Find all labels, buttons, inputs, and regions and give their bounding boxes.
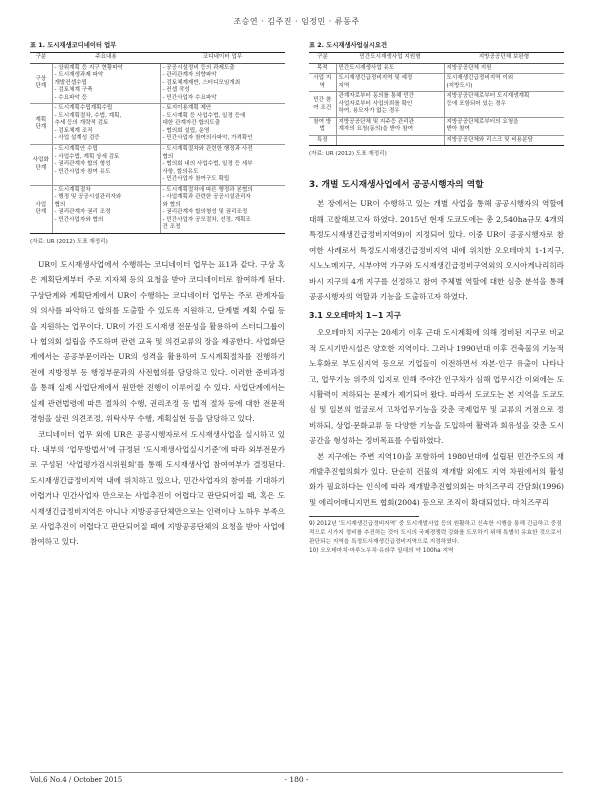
table2-header-kind: 구분 <box>309 53 336 64</box>
cell-line: 대한 관계자간 합의도출 <box>162 120 221 127</box>
footer-divider <box>30 772 563 773</box>
cell-line: 협의 <box>54 201 66 208</box>
table2-kind-cell: 목적 <box>309 63 336 74</box>
table2-caption: 표 2. 도시재생사업실시요건 <box>309 42 388 49</box>
table1-stage-cell: 사업화 단계 <box>30 145 52 186</box>
subsection-heading: 3.1 오오테마치 1−1 지구 <box>309 311 402 321</box>
cell-line: - 도시계획절차 <box>54 186 91 193</box>
table1-source: (자료: UR (2012) 도표 재정리) <box>30 239 108 246</box>
table1-main-cell <box>52 185 160 233</box>
cell-line: 도시재생긴급정비지역 및 예정 <box>338 75 413 82</box>
cell-line: 건 조정 <box>162 224 181 231</box>
table1-header-coord: 코디네이터 업무 <box>160 53 285 64</box>
table1-caption: 표 1. 도시재생코디네이터 업무 <box>30 42 117 49</box>
cell-line: 관계자로부터 동의를 통해 민간 <box>338 93 415 100</box>
footnote: 9) 2012년 ‘도시재생긴급정비지역’ 중 도시개발사업 등의 원활하고 신속한 시행을 통해 긴급하고 중점적으로 시가지 정비를 추진하는 것이 도시의 국제경쟁력 강화를 도모하기 위해 특별히 유효한 것으로서 판단되는 지역을 특정도시재생긴급정비지역으로 지정하였다. <box>309 521 562 546</box>
cell-line: 개발컨셉수립 <box>54 79 87 86</box>
cell-line: - 사업계획과 관련한 공공시설관리자 <box>162 194 251 201</box>
cell-line: 지역 <box>338 82 350 89</box>
page-number: - 180 - <box>284 775 309 784</box>
table-row <box>30 63 285 104</box>
table1-main-cell <box>52 63 160 104</box>
cell-line: - 민간사업자와 협의 <box>54 216 104 223</box>
cell-line: - 사업 설계성 검증 <box>54 135 100 142</box>
cell-line: - 검토체계 조직 <box>54 127 93 134</box>
cell-line: 지방공공단체 및 지주등 관리관 <box>338 118 415 125</box>
cell-line: - 컨셉 작성 <box>162 87 190 94</box>
cell-line: - 민간사업자 참여의사파악, 가격확인 <box>162 135 253 142</box>
cell-line: - 민간사업자 공모절차, 선정, 계획조 <box>162 216 251 223</box>
table1-coord-cell <box>160 63 285 104</box>
table1-coord-cell <box>160 104 285 145</box>
cell-line: 민간도시재생사업 유도 <box>338 64 395 71</box>
table2-kind-cell: 특징 <box>309 135 336 146</box>
cell-line: - 관리관계자 의향파악 <box>162 72 217 79</box>
cell-line: - 민간사업자 참여 유도 <box>54 168 111 175</box>
table1-coord-cell <box>160 145 285 186</box>
cell-line: - 토지이용계획 제안 <box>162 105 212 112</box>
table-row <box>30 185 285 233</box>
table2-private-cell <box>336 117 444 135</box>
table2-header-public: 지방공공단체 보완형 <box>444 53 564 64</box>
cell-line: - 도시재생과제 파악 <box>54 72 104 79</box>
cell-line: - 민간사업자 참여구도 확립 <box>162 176 230 183</box>
table2-source: (자료: UR (2012) 도표 재정리) <box>309 151 387 158</box>
cell-line: - 협의회 설립, 운영 <box>162 127 210 134</box>
table2-public-cell <box>444 74 564 92</box>
body-paragraph: 본 장에서는 UR이 수행하고 있는 개별 사업을 통해 공공시행자의 역할에 대해 고찰해보고자 하였다. 2015년 현재 도쿄도에는 총 2,540ha규모 4개의 특정도시재생긴급정비지역9)이 지정되어 있다. 이중 UR이 공공시행자로 참여한 사례로서 특정도시재생긴급정비지역 내에 위치한 오오테마치 1-1지구, 시노노메지구, 시부야역 가구와 도시재생긴급정비구역외의 오시아게나리히라바시 지구의 4개 지구를 선정하고 참여 주체별 역할에 대한 심층 분석을 통해 공공시행자의 역할과 기능을 도출하고자 하였다. <box>309 199 564 301</box>
cell-line: 지방공공단체 지원 <box>446 64 492 71</box>
table2 <box>309 52 564 146</box>
table-row <box>309 74 564 92</box>
table2-public-cell <box>444 63 564 74</box>
cell-line: - 도시계획 등 사업수법, 일정 등에 <box>162 112 246 119</box>
cell-line: 지방공공단체로부터의 요청을 <box>446 118 519 125</box>
table1-header-main: 주요내용 <box>52 53 160 64</box>
cell-line: - 권리관계자 권리 조정 <box>54 209 111 216</box>
cell-line: 지방공공단체와 리스크 및 비용분담 <box>446 136 533 143</box>
table-row <box>309 63 564 74</box>
table-row <box>309 117 564 135</box>
footnote-divider <box>309 516 419 517</box>
section-heading: 3. 개별 도시재생사업에서 공공시행자의 역할 <box>309 180 484 191</box>
cell-line: 등에 포함되어 있는 경우 <box>446 100 506 107</box>
table-row <box>309 135 564 146</box>
table2-header-private: 민간도시재생사업 지원형 <box>336 53 444 64</box>
table2-public-cell <box>444 135 564 146</box>
body-paragraph: 본 지구에는 주변 지역10)을 포함하여 1980년대에 설립된 민간주도의 재개발추진협의회가 있다. 단순히 건물의 재개발 외에도 지역 차원에서의 활성화가 필요하다는 인식에 따라 재개발추진협의회는 마치즈쿠리 간담회(1996) 및 에리어매니지먼트 협회(2004) 등으로 조직이 확대되었다. 마치즈쿠리 <box>309 451 564 507</box>
cell-line: 하여, 용모자가 없는 경우 <box>338 108 400 115</box>
cell-line: - 상위계획 등 지구 현황파악 <box>54 64 124 71</box>
table1-main-cell <box>52 145 160 186</box>
table1-header-stage: 구분 <box>30 53 52 64</box>
table2-private-cell <box>336 63 444 74</box>
right-column <box>309 40 564 556</box>
cell-line: - 도시계획절차에 따른 행정과 본협의 <box>162 186 253 193</box>
cell-line: - 검토체계 구축 <box>54 87 93 94</box>
cell-line: - 도시계획절차와 관련한 행정과 사전 <box>162 146 253 153</box>
cell-line: - 도시계획절차, 수법, 계획, <box>54 112 122 119</box>
table-row <box>30 145 285 186</box>
body-paragraph: 오오테마치 지구는 20세기 이후 근대 도시계획에 의해 정비된 지구로 비교적 도시기반시설은 양호한 지역이다. 그러나 1990년대 이후 건축물의 기능적 노후화로 부도심지역 등으로 기업들이 이전하면서 자본·인구 유출이 나타나고, 업무기능 위주의 입지로 인해 주야간 인구차가 심해 업무시간 이외에는 도시활력이 저하되는 문제가 제기되어 왔다. 따라서 도쿄도는 본 지역을 도쿄도심 및 일본의 얼굴로서 고차업무기능을 갖춘 국제업무 및 교류의 거점으로 정비하되, 상업·문화교류 등 다양한 기능을 도입하여 활력과 회유성을 갖춘 도시공간을 형성하는 정비목표를 수립하였다. <box>309 328 564 446</box>
table2-kind-cell: 사업 지역 <box>309 74 336 92</box>
cell-line: 받아 참여 <box>446 126 470 133</box>
table2-public-cell <box>444 92 564 118</box>
footer-journal-info: Vol.6 No.4 / October 2015 <box>30 776 123 784</box>
table1-stage-cell: 구상 단계 <box>30 63 52 104</box>
cell-line: 계자의 요청(동의)을 받아 참여 <box>338 126 414 133</box>
cell-line: (지방도시) <box>446 82 473 89</box>
table-row <box>30 104 285 145</box>
table2-public-cell <box>444 117 564 135</box>
cell-line: - 수요파악 등 <box>54 94 88 101</box>
cell-line: 추세 등의 개략적 검토 <box>54 120 109 127</box>
cell-line: - 검토체계제반, 스터디모임개최 <box>162 79 241 86</box>
cell-line: - 행정 및 공공시설관리자와 <box>54 194 122 201</box>
cell-line: - 사업수법, 계획 상세 검토 <box>54 153 120 160</box>
table2-private-cell <box>336 74 444 92</box>
cell-line: - 도시계획안 수립 <box>54 146 98 153</box>
cell-line: 와 협의 <box>162 201 181 208</box>
table2-kind-cell: 민간 참여 조건 <box>309 92 336 118</box>
table2-private-cell <box>336 135 444 146</box>
table1-stage-cell: 계획 단계 <box>30 104 52 145</box>
table-row <box>309 92 564 118</box>
cell-line: - 공공시설정비 등의 과제도출 <box>162 64 235 71</box>
table2-kind-cell: 참여 방법 <box>309 117 336 135</box>
cell-line: 도시재생긴급정비지역 이외 <box>446 75 514 82</box>
cell-line: - 도시계획수립계획수립 <box>54 105 113 112</box>
cell-line: - 민간사업자 수요파악 <box>162 94 217 101</box>
table1-coord-cell <box>160 185 285 233</box>
running-header-authors: 조승연 · 김주진 · 임정민 · 류동주 <box>233 17 360 26</box>
cell-line: 협의 <box>162 153 174 160</box>
table1 <box>30 52 285 234</box>
cell-line: 지방공공단체로부터 도시재생계획 <box>446 93 530 100</box>
cell-line: 사업자로부터 사업의뢰를 확인 <box>338 100 413 107</box>
cell-line: - 권리관계자 합의 형성 <box>54 161 111 168</box>
table1-main-cell <box>52 104 160 145</box>
cell-line: - 권리관계자 합의형성 및 권리조정 <box>162 209 248 216</box>
left-column <box>30 40 285 550</box>
cell-line: 사항, 합의유도 <box>162 168 199 175</box>
footnote: 10) 오오테마치·마루노우치·유라쿠 일대의 약 100ha 지역 <box>309 548 454 555</box>
cell-line: - 협의회 내의 사업수법, 일정 등 세부 <box>162 161 253 168</box>
table1-stage-cell: 사업 단계 <box>30 185 52 233</box>
table2-private-cell <box>336 92 444 118</box>
body-paragraph: 코디네이터 업무 외에 UR은 공공시행자로서 도시재생사업을 실시하고 있다. 내부의 ‘업무방법서’에 규정된 ‘도시재생사업실시기준’에 따라 외부전문가로 구성된 ‘사업평가검시위원회’를 통해 도시재생사업 참여여부가 결정된다. 도시재생긴급정비지역 내에 위치하고 있으나, 민간사업자의 참여를 기대하기 어렵거나 민간사업자 만으로는 사업추진이 어렵다고 판단되어질 때, 혹은 도시재생긴급정비지역은 아니나 지방공공단체만으로는 인력이나 노하우 부족으로 사업추진이 어렵다고 판단되어질 때에 지방공공단체의 요청을 받아 사업에 참여하고 있다. <box>30 429 285 547</box>
body-paragraph: UR이 도시재생사업에서 수행하는 코디네이터 업무는 표1과 같다. 구상 혹은 계획단계부터 주로 지자체 등의 요청을 받아 코디네이터로 참여하게 된다. 구상단계와 계획단계에서 UR이 수행하는 코디네이터 업무는 주로 관계자들의 의사를 파악하고 합의를 도출할 수 있도록 지원하고, 단계별 계획 수립 등을 지원하는 업무이다. UR이 가진 도시재생 전문성을 활용하여 스터디그룹이나 협의회 설립을 주도하며 관련 교육 및 의견교류의 장을 제공한다. 사업화단계에서는 공공부문이라는 UR의 성격을 활용하여 도시계획절차를 진행하기 전에 지방정부 등 행정부문과의 사전협의를 담당하고 있다. 이러한 준비과정을 통해 실제 사업단계에서 원만한 진행이 이루어질 수 있다. 사업단계에서는 실제 관련법령에 따른 절차의 수행, 권리조정 등 법적 절차 등에 대한 전문적 경험을 살린 의견조정, 위탁사무 수행, 계획실현 등을 담당하고 있다. <box>30 260 285 424</box>
